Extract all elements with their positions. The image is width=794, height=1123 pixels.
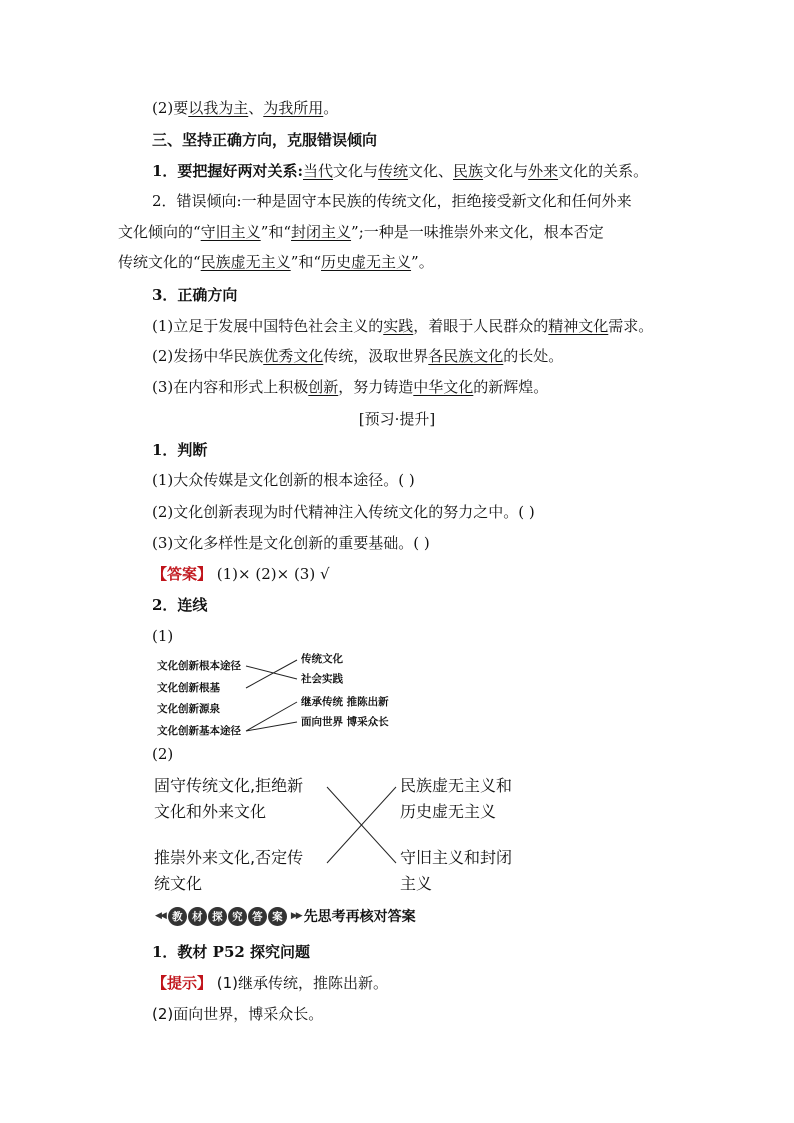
section-heading-three: 三、坚持正确方向，克服错误倾向: [152, 131, 378, 149]
diagram1-left-3: 文化创新源泉: [157, 703, 220, 715]
hint-line: 【提示】 (1)继承传统，推陈出新。: [152, 974, 389, 992]
paragraph-self-oriented: (2)要以我为主、为我所用。: [152, 99, 339, 117]
diagram2-number: (2): [152, 745, 174, 763]
hint-label: 【提示】: [152, 974, 213, 992]
diagram1-right-1: 传统文化: [301, 653, 343, 665]
double-right-arrow-icon: ▶▶: [290, 911, 301, 921]
banner-badge: 材: [188, 907, 207, 926]
diagram2-left-2a: 推崇外来文化,否定传: [154, 848, 304, 867]
paragraph-direction-1: (1)立足于发展中国特色社会主义的实践，着眼于人民群众的精神文化需求。: [152, 317, 654, 335]
diagram2-right-2a: 守旧主义和封闭: [400, 848, 513, 867]
diagram2-right-2b: 主义: [400, 874, 433, 893]
judge-item-3: (3)文化多样性是文化创新的重要基础。( ): [152, 534, 430, 552]
diagram2-right-1a: 民族虚无主义和: [400, 776, 513, 795]
connector-line: [246, 666, 297, 679]
banner-badge: 探: [208, 907, 227, 926]
question-judge-heading: 1．判断: [152, 441, 208, 459]
paragraph-wrong-tendency-line2: 文化倾向的“守旧主义”和“封闭主义”;一种是一味推崇外来文化，根本否定: [118, 223, 604, 241]
diagram1-right-4: 面向世界 博采众长: [301, 716, 389, 728]
diagram1-right-3: 继承传统 推陈出新: [301, 696, 389, 708]
question-match-heading: 2．连线: [152, 596, 208, 614]
paragraph-wrong-tendency-line3: 传统文化的“民族虚无主义”和“历史虚无主义”。: [118, 253, 434, 271]
paragraph-direction-3: (3)在内容和形式上积极创新，努力铸造中华文化的新辉煌。: [152, 378, 549, 396]
banner-text: 先思考再核对答案: [303, 909, 416, 925]
question-textbook-inquiry: 1．教材 P52 探究问题: [152, 943, 311, 961]
diagram1-left-1: 文化创新根本途径: [157, 660, 241, 672]
hint-line-2: (2)面向世界，博采众长。: [152, 1005, 324, 1023]
banner-badge: 案: [268, 907, 287, 926]
textbook-inquiry-banner: [152, 906, 416, 926]
heading-correct-direction: 3．正确方向: [152, 286, 238, 304]
diagram1-left-2: 文化创新根基: [157, 682, 220, 694]
diagram1-right-2: 社会实践: [301, 673, 343, 685]
paragraph-wrong-tendency-line1: 2．错误倾向:一种是固守本民族的传统文化，拒绝接受新文化和任何外来: [152, 192, 632, 210]
section-preview-title: [预习·提升]: [358, 410, 436, 428]
banner-badge: 答: [248, 907, 267, 926]
judge-item-2: (2)文化创新表现为时代精神注入传统文化的努力之中。( ): [152, 503, 535, 521]
double-left-arrow-icon: ◀◀: [155, 911, 165, 921]
banner-badge: 究: [228, 907, 247, 926]
diagram1-left-4: 文化创新基本途径: [157, 725, 241, 737]
paragraph-two-relations: 1．要把握好两对关系:当代文化与传统文化、民族文化与外来文化的关系。: [152, 162, 649, 180]
banner-badge: 教: [168, 907, 187, 926]
diagram2-left-2b: 统文化: [154, 874, 203, 893]
paragraph-direction-2: (2)发扬中华民族优秀文化传统，汲取世界各民族文化的长处。: [152, 347, 564, 365]
diagram1-number: (1): [152, 627, 174, 645]
diagram2-right-1b: 历史虚无主义: [400, 802, 497, 821]
diagram2-left-1b: 文化和外来文化: [154, 802, 267, 821]
judge-item-1: (1)大众传媒是文化创新的根本途径。( ): [152, 471, 415, 489]
answer-label: 【答案】: [152, 565, 213, 583]
connector-line: [246, 660, 297, 688]
diagram2-left-1a: 固守传统文化,拒绝新: [154, 776, 304, 795]
answer-line: 【答案】 (1)× (2)× (3) √: [152, 565, 330, 583]
